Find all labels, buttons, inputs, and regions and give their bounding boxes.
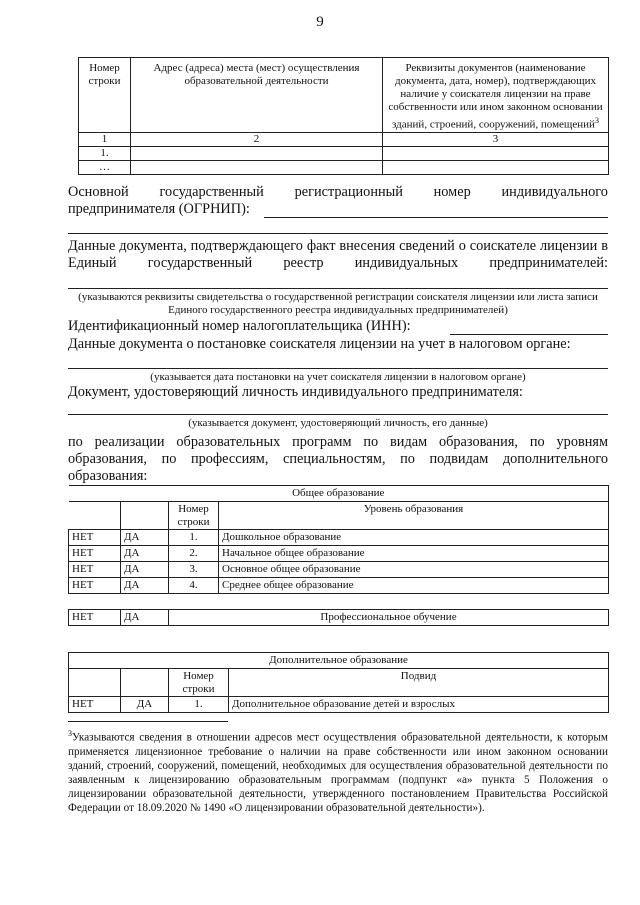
additional-education-table (68, 652, 609, 713)
no-option[interactable]: НЕТ (69, 697, 121, 713)
blank-cell (121, 502, 169, 530)
ogrnip-label-line2: предпринимателя (ОГРНИП): (68, 201, 250, 217)
blank-cell (121, 669, 169, 697)
header-documents-text: Реквизиты документов (наименование документа, дата, номер), подтверждающих наличие у соискателя лицензии на праве собственности или ином законном основании зданий, строений, сооружений, помещений (388, 62, 603, 131)
index-cell: 1 (79, 133, 131, 147)
id-document-hint: (указывается документ, удостоверяющий личность, его данные) (188, 417, 488, 429)
header-documents-footnote-ref: 3 (594, 116, 599, 125)
programs-intro: по реализации образовательных программ по видам образования, по уровням образования, по профессиям, специальностям, по подвидам дополнительного образования: (68, 434, 608, 484)
tax-registration-hint: (указывается дата постановки на учет соискателя лицензии в налоговом органе) (150, 371, 526, 383)
header-row-number: Номер строки (169, 669, 229, 697)
general-education-table (68, 485, 609, 594)
additional-education-subtype: Дополнительное образование детей и взрослых (229, 697, 609, 713)
header-row-number: Номер строки (169, 502, 219, 530)
inn-input-line[interactable] (450, 334, 608, 335)
professional-training-label: Профессиональное обучение (169, 610, 609, 626)
word: регистрационный (294, 184, 403, 200)
table-row (69, 562, 609, 578)
yes-option[interactable]: ДА (121, 697, 169, 713)
addresses-index-row (79, 133, 609, 147)
id-document-input-line[interactable] (68, 414, 608, 415)
egrip-label: Данные документа, подтверждающего факт внесения сведений о соискателе лицензии в Единый государственный реестр индивидуальных предпринимателей: (68, 238, 608, 271)
table-row (69, 546, 609, 562)
table-row (79, 147, 609, 161)
no-option[interactable]: НЕТ (69, 562, 121, 578)
footnote (68, 727, 608, 815)
row-number: 1. (169, 530, 219, 546)
documents-cell[interactable] (383, 161, 609, 175)
table-row (69, 530, 609, 546)
header-education-level: Уровень образования (219, 502, 609, 530)
footnote-marker: 3 (68, 729, 72, 738)
no-option[interactable]: НЕТ (69, 546, 121, 562)
address-cell[interactable] (131, 161, 383, 175)
yes-option[interactable]: ДА (121, 562, 169, 578)
row-number: … (79, 161, 131, 175)
tax-registration-input-line[interactable] (68, 368, 608, 369)
header-subtype: Подвид (229, 669, 609, 697)
yes-option[interactable]: ДА (121, 546, 169, 562)
education-level: Среднее общее образование (219, 578, 609, 594)
table-row (69, 578, 609, 594)
table-row (79, 161, 609, 175)
word: Основной (68, 184, 129, 200)
row-number: 1. (79, 147, 131, 161)
word: государственный (159, 184, 264, 200)
education-level: Начальное общее образование (219, 546, 609, 562)
ogrnip-input-line-2[interactable] (68, 233, 608, 234)
word: номер (433, 184, 471, 200)
blank-cell (69, 669, 121, 697)
ogrnip-input-line[interactable] (264, 217, 608, 218)
yes-option[interactable]: ДА (121, 610, 169, 626)
addresses-header-row (79, 58, 609, 133)
no-option[interactable]: НЕТ (69, 530, 121, 546)
table-row (69, 697, 609, 713)
tax-registration-label: Данные документа о постановке соискателя лицензии на учет в налоговом органе: (68, 336, 571, 352)
blank-cell (69, 502, 121, 530)
inn-label: Идентификационный номер налогоплательщика (ИНН): (68, 318, 411, 334)
ogrnip-label-line1 (68, 184, 608, 201)
header-address: Адрес (адреса) места (мест) осуществления образовательной деятельности (131, 58, 383, 133)
additional-education-title: Дополнительное образование (69, 653, 609, 669)
documents-cell[interactable] (383, 147, 609, 161)
addresses-table (78, 57, 609, 175)
row-number: 4. (169, 578, 219, 594)
header-documents (383, 58, 609, 133)
footnote-text: Указываются сведения в отношении адресов мест осуществления образовательной деятельности, к которым применяется лицензионное требование о наличии на праве собственности или ином законном основании зданий, строений, сооружений, помещений, необходимых для осуществления образовательной деятельности по заявленным к лицензированию образовательным программам (подпункт «а» пункта 5 Положения о лицензировании образовательной деятельности, утвержденного постановлением Правительства Российской Федерации от 18.09.2020 № 1490 «О лицензировании образовательной деятельности»). (68, 731, 608, 814)
egrip-hint: (указываются реквизиты свидетельства о государственной регистрации соискателя лицензии или листа записи Единого государственного реестра индивидуальных предпринимателей) (78, 291, 598, 316)
id-document-label: Документ, удостоверяющий личность индивидуального предпринимателя: (68, 384, 523, 400)
education-level: Основное общее образование (219, 562, 609, 578)
row-number: 1. (169, 697, 229, 713)
professional-training-table (68, 609, 609, 626)
page-number: 9 (316, 14, 324, 30)
row-number: 2. (169, 546, 219, 562)
education-level: Дошкольное образование (219, 530, 609, 546)
row-number: 3. (169, 562, 219, 578)
header-row-number: Номер строки (79, 58, 131, 133)
yes-option[interactable]: ДА (121, 578, 169, 594)
general-education-title: Общее образование (69, 486, 609, 502)
index-cell: 2 (131, 133, 383, 147)
yes-option[interactable]: ДА (121, 530, 169, 546)
table-row (69, 610, 609, 626)
no-option[interactable]: НЕТ (69, 578, 121, 594)
index-cell: 3 (383, 133, 609, 147)
address-cell[interactable] (131, 147, 383, 161)
egrip-input-line[interactable] (68, 288, 608, 289)
footnote-separator (68, 721, 228, 722)
no-option[interactable]: НЕТ (69, 610, 121, 626)
word: индивидуального (501, 184, 608, 200)
